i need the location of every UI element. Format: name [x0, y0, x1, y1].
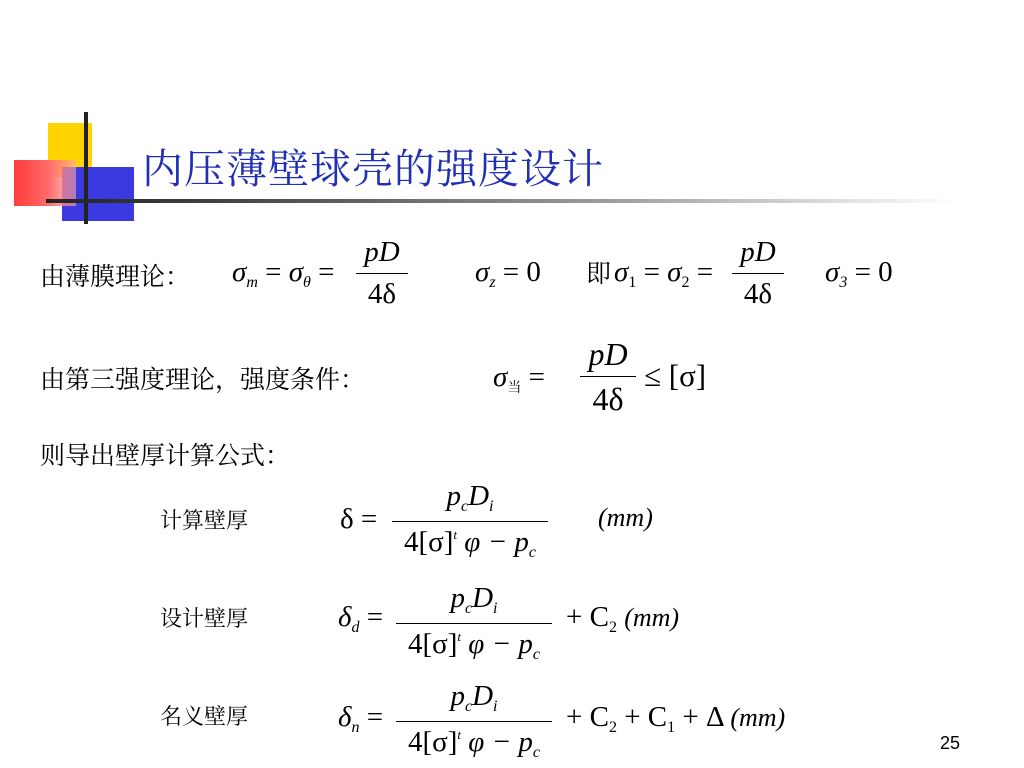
- design-tail: + $C_2$ (mm): [566, 601, 680, 636]
- page-number: 25: [940, 733, 961, 753]
- derive-label: 则导出壁厚计算公式：: [40, 441, 291, 470]
- eq1-lhs: $\sigma_m = \sigma_\theta$ =: [232, 256, 335, 291]
- design-thickness-label: 设计壁厚: [160, 607, 249, 632]
- eq2-lhs: $\sigma_当$ =: [493, 361, 545, 396]
- calc-lhs: δ =: [340, 503, 378, 535]
- third-strength-label: 由第三强度理论，强度条件：: [40, 365, 366, 394]
- eq1-fraction: pD 4δ: [356, 238, 408, 309]
- sigma-z-zero: $\sigma_z = 0$: [475, 256, 541, 291]
- design-lhs: $\delta_d$ =: [338, 601, 384, 636]
- nominal-fraction: $p_cD_i$ $4[\sigma]^t$ $\varphi - p_c$: [396, 682, 552, 761]
- eq1-sigma12: $\sigma_1 = \sigma_2$ =: [614, 256, 714, 291]
- eq2-rhs: ≤ [σ]: [644, 358, 707, 393]
- calc-fraction: $p_cD_i$ $4[\sigma]^t$ $\varphi - p_c$: [392, 482, 548, 561]
- film-theory-label: 由薄膜理论：: [40, 262, 191, 291]
- decor-vertical-line: [84, 112, 88, 224]
- calc-unit: (mm): [598, 503, 653, 532]
- design-fraction: $p_cD_i$ $4[\sigma]^t$ $\varphi - p_c$: [396, 584, 552, 663]
- slide-title: 内压薄壁球壳的强度设计: [142, 145, 604, 193]
- nominal-tail: + $C_2 + C_1 + \Delta$ (mm): [566, 701, 786, 736]
- ji-label: 即: [586, 259, 612, 288]
- nominal-lhs: $\delta_n$ =: [338, 701, 384, 736]
- title-underline: [46, 199, 956, 203]
- eq1-fraction-2: pD 4δ: [732, 238, 784, 309]
- nominal-thickness-label: 名义壁厚: [160, 705, 249, 730]
- calc-thickness-label: 计算壁厚: [160, 509, 249, 534]
- sigma3-zero: $\sigma_3 = 0$: [825, 256, 893, 291]
- eq2-fraction: pD 4δ: [580, 338, 636, 415]
